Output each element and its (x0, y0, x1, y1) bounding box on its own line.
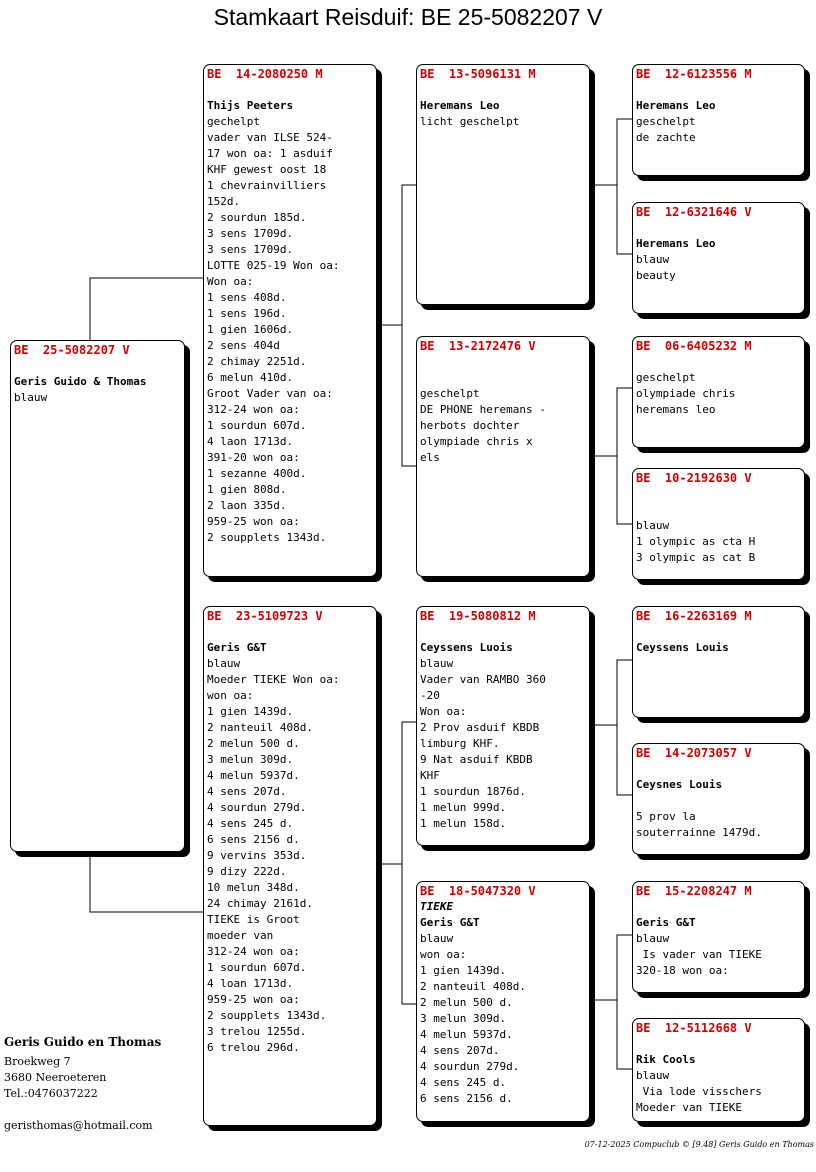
breeder-street: Broekweg 7 (4, 1055, 71, 1068)
detail-line: 1 sourdun 607d. (207, 419, 307, 432)
pigeon-card-gen4-6[interactable] (632, 743, 805, 855)
connector-dam (90, 852, 204, 912)
detail-line: 1 olympic as cta H (636, 535, 756, 548)
pigeon-card-dam-sire[interactable] (416, 606, 590, 846)
breeder-info (4, 1034, 161, 1134)
detail-line: 4 melun 5937d. (207, 769, 300, 782)
owner-name (636, 502, 801, 518)
detail-line: 24 chimay 2161d. (207, 897, 313, 910)
detail-line: olympiade chris x (420, 435, 533, 448)
detail-line: geschelpt (636, 371, 696, 384)
detail-line: 3 olympic as cat B (636, 551, 756, 564)
pigeon-card-subject[interactable] (10, 340, 185, 852)
detail-line: 9 Nat asduif KBDB (420, 753, 533, 766)
owner-name: Geris G&T (636, 916, 696, 929)
ring-number: BE 13-2172476 V (420, 339, 536, 353)
detail-line: 4 sourdun 279d. (420, 1060, 520, 1073)
pigeon-card-sire-sire[interactable] (416, 64, 590, 305)
ring-number: BE 10-2192630 V (636, 471, 752, 485)
detail-line: 3 sens 1709d. (207, 227, 294, 240)
detail-line: 6 sens 2156 d. (207, 833, 300, 846)
owner-name: Geris G&T (207, 641, 267, 654)
detail-line: 1 sourdun 1876d. (420, 785, 526, 798)
connector-sire (90, 278, 204, 340)
pigeon-card-gen4-1[interactable] (632, 64, 805, 176)
detail-line: Won oa: (207, 275, 254, 288)
ring-number: BE 13-5096131 M (420, 67, 536, 81)
pigeon-name: TIEKE (420, 900, 454, 913)
pigeon-card-gen4-8[interactable] (632, 1018, 805, 1122)
detail-line: 1 chevrainvilliers (207, 179, 327, 192)
detail-line: 9 dizy 222d. (207, 865, 287, 878)
detail-line: 17 won oa: 1 asduif (207, 147, 333, 160)
detail-line: herbots dochter (420, 419, 520, 432)
pigeon-card-gen4-3[interactable] (632, 336, 805, 448)
connector-sire-parents (378, 185, 417, 466)
detail-line: 6 melun 410d. (207, 371, 294, 384)
detail-line: 312-24 won oa: (207, 945, 300, 958)
connector-dam-parents (378, 722, 417, 1004)
detail-line (636, 793, 801, 809)
ring-number: BE 06-6405232 M (636, 339, 752, 353)
detail-line: blauw (636, 253, 670, 266)
breeder-city: 3680 Neeroeteren (4, 1071, 107, 1084)
detail-line: 4 sens 207d. (420, 1044, 500, 1057)
detail-line: 3 trelou 1255d. (207, 1025, 307, 1038)
owner-name (420, 370, 586, 386)
detail-line: olympiade chris (636, 387, 736, 400)
owner-name: Geris G&T (420, 916, 480, 929)
ring-number: BE 19-5080812 M (420, 609, 536, 623)
detail-line: 2 nanteuil 408d. (207, 721, 313, 734)
detail-line: 6 sens 2156 d. (420, 1092, 513, 1105)
detail-line: 10 melun 348d. (207, 881, 300, 894)
detail-line: KHF gewest oost 18 (207, 163, 327, 176)
owner-name: Rik Cools (636, 1053, 696, 1066)
detail-line: 2 chimay 2251d. (207, 355, 307, 368)
detail-line: Groot Vader van oa: (207, 387, 333, 400)
detail-line: 4 sourdun 279d. (207, 801, 307, 814)
detail-line: 2 soupplets 1343d. (207, 1009, 327, 1022)
owner-name: Heremans Leo (636, 99, 716, 112)
detail-line: Moeder TIEKE Won oa: (207, 673, 340, 686)
detail-line: Moeder van TIEKE (636, 1101, 742, 1114)
pigeon-card-sire[interactable] (203, 64, 377, 577)
detail-line: LOTTE 025-19 Won oa: (207, 259, 340, 272)
detail-line: geschelpt (420, 387, 480, 400)
detail-line: 3 melun 309d. (420, 1012, 507, 1025)
owner-name: Thijs Peeters (207, 99, 294, 112)
detail-line: 9 vervins 353d. (207, 849, 307, 862)
detail-line: won oa: (207, 689, 254, 702)
detail-line: 4 sens 207d. (207, 785, 287, 798)
detail-line: Won oa: (420, 705, 467, 718)
detail-line: 1 sens 408d. (207, 291, 287, 304)
ring-number: BE 12-6123556 M (636, 67, 752, 81)
detail-line: 1 gien 1439d. (420, 964, 507, 977)
detail-line: els (420, 451, 440, 464)
detail-line: 4 loan 1713d. (207, 977, 294, 990)
owner-name: Ceyssens Luois (420, 641, 513, 654)
detail-line: -20 (420, 689, 440, 702)
connector-19-5080812 (590, 660, 633, 795)
connector-13-2172476 (590, 388, 633, 524)
detail-line: 2 nanteuil 408d. (420, 980, 526, 993)
detail-line: blauw (420, 657, 454, 670)
detail-line: 2 Prov asduif KBDB (420, 721, 540, 734)
detail-line: blauw (636, 932, 670, 945)
pigeon-card-gen4-7[interactable] (632, 881, 805, 993)
detail-line: souterrainne 1479d. (636, 826, 762, 839)
owner-name: Geris Guido & Thomas (14, 375, 147, 388)
detail-line: licht geschelpt (420, 115, 520, 128)
owner-name: Heremans Leo (636, 237, 716, 250)
detail-line: 4 sens 245 d. (420, 1076, 507, 1089)
detail-line: blauw (636, 519, 670, 532)
pigeon-card-dam-dam[interactable] (416, 881, 590, 1122)
detail-line: TIEKE is Groot (207, 913, 300, 926)
detail-line: geschelpt (636, 115, 696, 128)
breeder-name: Geris Guido en Thomas (4, 1035, 162, 1049)
ring-number: BE 14-2073057 V (636, 746, 752, 760)
detail-line: Is vader van TIEKE (636, 948, 762, 961)
ring-number: BE 16-2263169 M (636, 609, 752, 623)
detail-line: 4 melun 5937d. (420, 1028, 513, 1041)
connector-18-5047320 (590, 935, 633, 1069)
detail-line: limburg KHF. (420, 737, 500, 750)
detail-line: 1 melun 158d. (420, 817, 507, 830)
detail-line: 1 sezanne 400d. (207, 467, 307, 480)
detail-line: Vader van RAMBO 360 (420, 673, 546, 686)
detail-line: 4 sens 245 d. (207, 817, 294, 830)
ring-number: BE 23-5109723 V (207, 609, 323, 623)
pigeon-card-gen4-2[interactable] (632, 202, 805, 314)
detail-line: Via lode visschers (636, 1085, 762, 1098)
detail-line: vader van ILSE 524- (207, 131, 333, 144)
pigeon-card-gen4-4[interactable] (632, 468, 805, 580)
detail-line: 1 sens 196d. (207, 307, 287, 320)
owner-name: Ceyssens Louis (636, 641, 729, 654)
detail-line: beauty (636, 269, 676, 282)
detail-line: 6 trelou 296d. (207, 1041, 300, 1054)
detail-line: 5 prov la (636, 810, 696, 823)
detail-line: 959-25 won oa: (207, 993, 300, 1006)
detail-line: 312-24 won oa: (207, 403, 300, 416)
detail-line: blauw (636, 1069, 670, 1082)
detail-line: 152d. (207, 195, 241, 208)
owner-name: Heremans Leo (420, 99, 500, 112)
detail-line: 1 gien 1606d. (207, 323, 294, 336)
pigeon-card-sire-dam[interactable] (416, 336, 590, 577)
breeder-phone: Tel.:0476037222 (4, 1087, 98, 1100)
breeder-email: geristhomas@hotmail.com (4, 1119, 153, 1132)
ring-number: BE 12-6321646 V (636, 205, 752, 219)
detail-line: gechelpt (207, 115, 260, 128)
detail-line: 2 soupplets 1343d. (207, 531, 327, 544)
detail-line: 959-25 won oa: (207, 515, 300, 528)
connector-13-5096131 (590, 119, 633, 254)
detail-line: 2 sourdun 185d. (207, 211, 307, 224)
detail-line: blauw (420, 932, 454, 945)
owner-name: Ceysnes Louis (636, 778, 723, 791)
footer-credit: 07-12-2025 Compuclub © [9.48] Geris Guido en Thomas (584, 1140, 814, 1149)
detail-line: 3 melun 309d. (207, 753, 294, 766)
detail-line: heremans leo (636, 403, 716, 416)
detail-line: blauw (207, 657, 241, 670)
detail-line: 2 laon 335d. (207, 499, 287, 512)
detail-line: 2 sens 404d (207, 339, 280, 352)
detail-line: 1 gien 808d. (207, 483, 287, 496)
detail-line: 391-20 won oa: (207, 451, 300, 464)
detail-line: 3 sens 1709d. (207, 243, 294, 256)
detail-line: DE PHONE heremans - (420, 403, 546, 416)
ring-number: BE 15-2208247 M (636, 884, 752, 898)
detail-line: de zachte (636, 131, 696, 144)
pigeon-card-dam[interactable] (203, 606, 377, 1126)
detail-line: KHF (420, 769, 440, 782)
detail-line: moeder van (207, 929, 274, 942)
page-title: Stamkaart Reisduif: BE 25-5082207 V (213, 4, 603, 30)
detail-line: won oa: (420, 948, 467, 961)
detail-line: 1 melun 999d. (420, 801, 507, 814)
detail-line: 1 sourdun 607d. (207, 961, 307, 974)
ring-number: BE 25-5082207 V (14, 343, 130, 357)
detail-line: 2 melun 500 d. (420, 996, 513, 1009)
pigeon-card-gen4-5[interactable] (632, 606, 805, 718)
ring-number: BE 18-5047320 V (420, 884, 536, 898)
ring-number: BE 14-2080250 M (207, 67, 323, 81)
detail-line: blauw (14, 391, 48, 404)
detail-line: 2 melun 500 d. (207, 737, 300, 750)
detail-line: 4 laon 1713d. (207, 435, 294, 448)
ring-number: BE 12-5112668 V (636, 1021, 752, 1035)
detail-line: 1 gien 1439d. (207, 705, 294, 718)
detail-line: 320-18 won oa: (636, 964, 729, 977)
